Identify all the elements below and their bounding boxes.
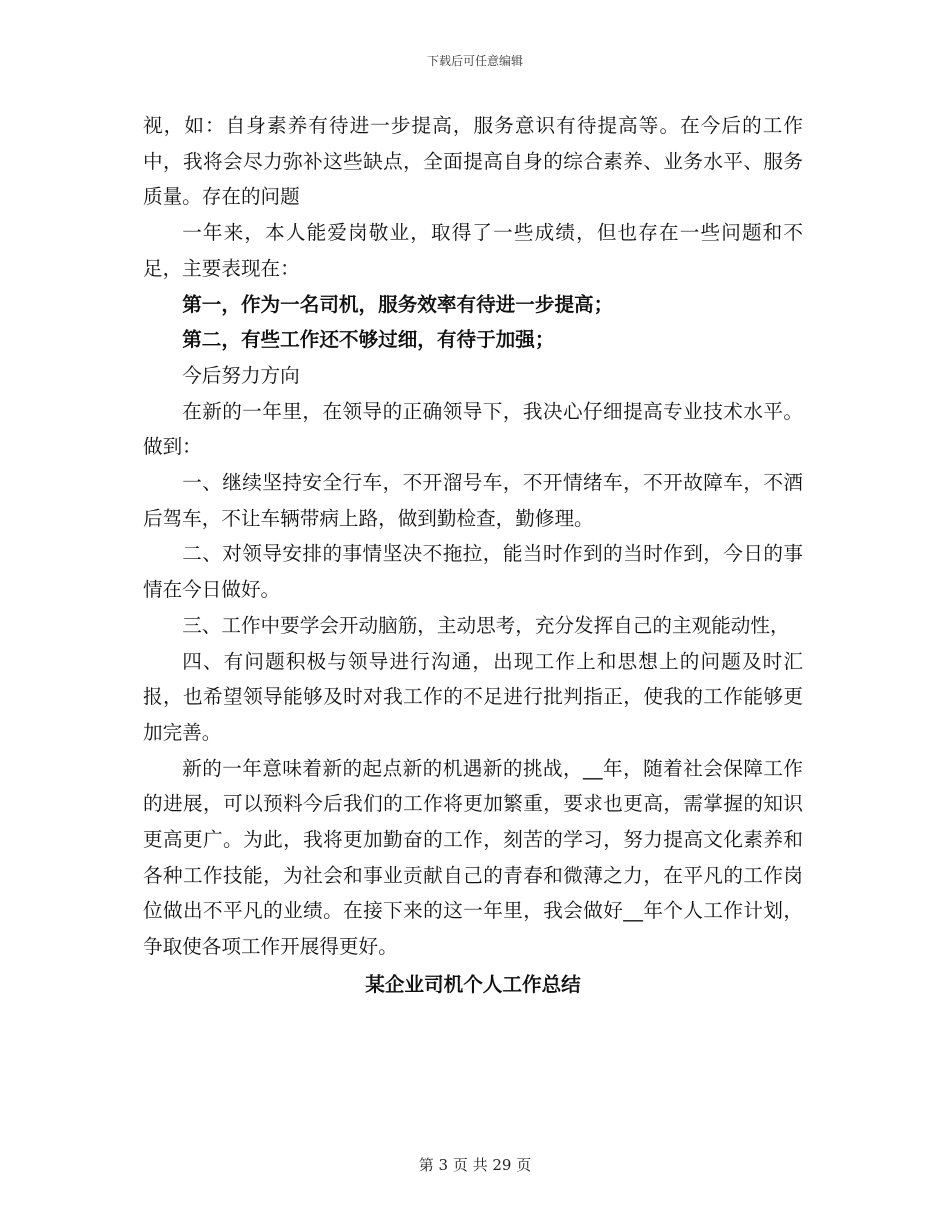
paragraph-item-3: 三、工作中要学会开动脑筋，主动思考，充分发挥自己的主观能动性， <box>182 613 790 637</box>
document-body <box>143 108 803 1003</box>
paragraph-item-4: 四、有问题积极与领导进行沟通，出现工作上和思想上的问题及时汇报，也希望领导能够及时对我工作的不足进行批判指正，使我的工作能够更加完善。 <box>143 649 803 744</box>
paragraph-point-2: 第二，有些工作还不够过细，有待于加强； <box>182 328 555 352</box>
paragraph-item-2: 二、对领导安排的事情坚决不拖拉，能当时作到的当时作到，今日的事情在今日做好。 <box>143 542 803 602</box>
paragraph-new-year: 在新的一年里，在领导的正确领导下，我决心仔细提高专业技术水平。做到： <box>143 399 803 459</box>
paragraph-problems-intro: 一年来，本人能爱岗敬业，取得了一些成绩，但也存在一些问题和不足，主要表现在： <box>143 221 803 280</box>
paragraph-item-1: 一、继续坚持安全行车，不开溜号车，不开情绪车，不开故障车，不酒后驾车，不让车辆带病上路，做到勤检查，勤修理。 <box>143 471 803 530</box>
page-header: 下载后可任意编辑 <box>426 54 523 68</box>
section-title: 某企业司机个人工作总结 <box>365 972 581 996</box>
paragraph-direction-heading: 今后努力方向 <box>182 363 300 387</box>
page-footer: 第 3 页 共 29 页 <box>418 1156 532 1174</box>
paragraph-continuation: 视，如：自身素养有待进一步提高，服务意识有待提高等。在今后的工作中，我将会尽力弥补这些缺点，全面提高自身的综合素养、业务水平、服务质量。存在的问题 <box>143 114 803 209</box>
paragraph-closing: 新的一年意味着新的起点新的机遇新的挑战，__年，随着社会保障工作的进展，可以预料今后我们的工作将更加繁重，要求也更高，需掌握的知识更高更广。为此，我将更加勤奋的工作，刻苦的学习，努力提高文化素养和各种工作技能，为社会和事业贡献自己的青春和微薄之力，在平凡的工作岗位做出不平凡的业绩。在接下来的这一年里，我会做好__年个人工作计划，争取使各项工作开展得更好。 <box>143 756 803 959</box>
paragraph-point-1: 第一，作为一名司机，服务效率有待进一步提高； <box>182 292 614 316</box>
